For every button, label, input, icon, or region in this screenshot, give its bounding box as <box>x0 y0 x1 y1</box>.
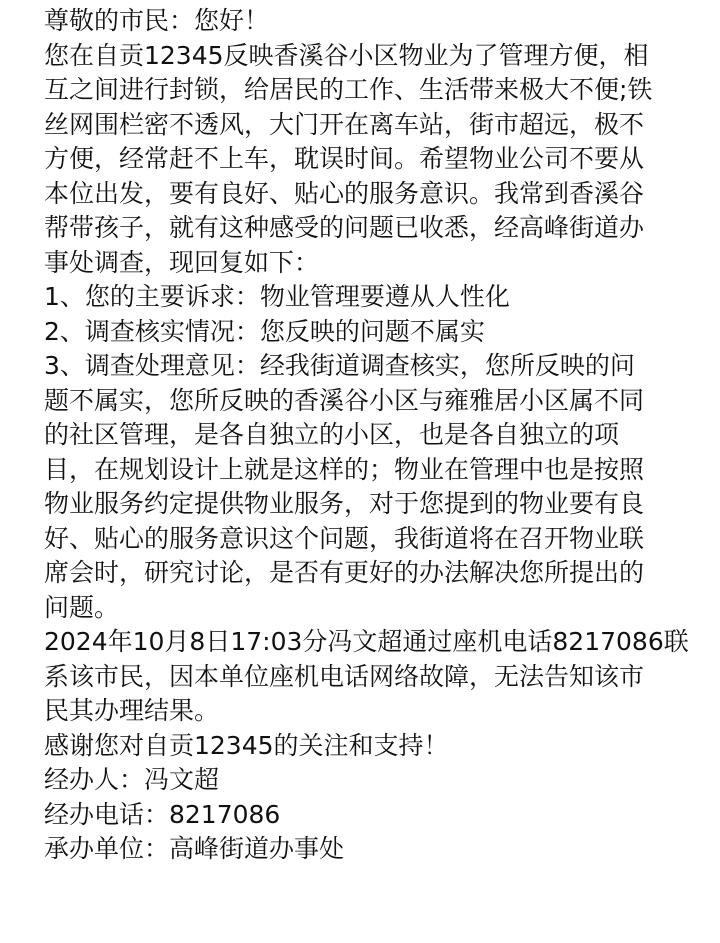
reply-letter <box>44 4 689 867</box>
handling-opinion-line: 的社区管理，是各自独立的小区，也是各自独立的项 <box>44 420 620 449</box>
verification-item: 2、调查核实情况：您反映的问题不属实 <box>44 316 485 346</box>
complaint-line: 丝网围栏密不透风，大门开在离车站，街市超远，极不 <box>44 109 645 139</box>
contact-record-line: 系该市民，因本单位座机电话网络故障，无法告知该市 <box>44 661 645 691</box>
handling-opinion-line: 好、贴心的服务意识这个问题，我街道将在召开物业联 <box>44 523 645 553</box>
thanks-line: 感谢您对自贡12345的关注和支持！ <box>44 730 449 760</box>
main-appeal-item: 1、您的主要诉求：物业管理要遵从人性化 <box>44 282 510 311</box>
complaint-line: 方便，经常赶不上车，耽误时间。希望物业公司不要从 <box>44 144 645 173</box>
handling-opinion-line: 题不属实，您所反映的香溪谷小区与雍雅居小区属不同 <box>44 385 645 415</box>
handler-line: 经办人：冯文超 <box>44 765 220 794</box>
complaint-line: 您在自贡12345反映香溪谷小区物业为了管理方便，相 <box>44 40 649 70</box>
contact-record-line: 2024年10月8日17:03分冯文超通过座机电话8217086联 <box>44 627 689 656</box>
handling-opinion-item: 3、调查处理意见：经我街道调查核实，您所反映的问 <box>44 351 635 380</box>
handling-opinion-line: 物业服务约定提供物业服务，对于您提到的物业要有良 <box>44 489 645 518</box>
greeting-line: 尊敬的市民：您好！ <box>44 6 270 35</box>
complaint-line: 互之间进行封锁，给居民的工作、生活带来极大不便;铁 <box>44 75 653 104</box>
contact-record-line: 民其办理结果。 <box>44 696 220 725</box>
handling-unit-line: 承办单位：高峰街道办事处 <box>44 834 345 863</box>
handler-phone-line: 经办电话：8217086 <box>44 799 281 829</box>
complaint-line: 帮带孩子，就有这种感受的问题已收悉，经高峰街道办 <box>44 213 645 242</box>
handling-opinion-line: 目，在规划设计上就是这样的；物业在管理中也是按照 <box>44 454 645 484</box>
complaint-line: 本位出发，要有良好、贴心的服务意识。我常到香溪谷 <box>44 178 645 208</box>
handling-opinion-line: 席会时，研究讨论，是否有更好的办法解决您所提出的 <box>44 558 645 587</box>
complaint-line: 事处调查，现回复如下： <box>44 247 320 277</box>
handling-opinion-line: 问题。 <box>44 592 120 622</box>
